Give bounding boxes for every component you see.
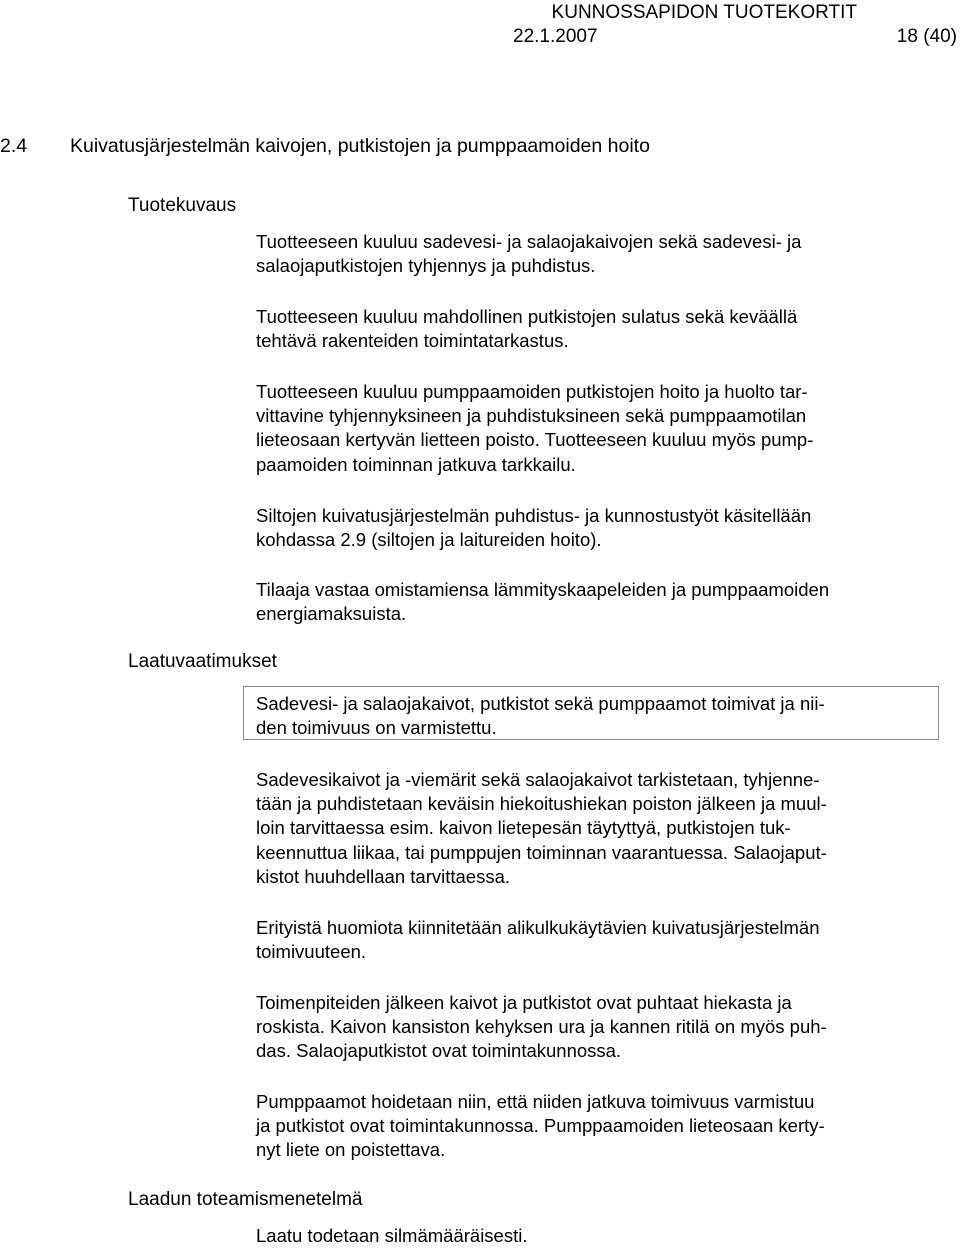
text-line: loin tarvittaessa esim. kaivon lietepesän täytyttyä, putkistojen tuk-: [256, 817, 791, 839]
text-line: vittavine tyhjennyksineen ja puhdistuksineen sekä pumppaamotilan: [256, 405, 807, 427]
text-line: tehtävä rakenteiden toimintatarkastus.: [256, 330, 569, 352]
text-line: paamoiden toiminnan jatkuva tarkkailu.: [256, 453, 576, 475]
text-line: kistot huuhdellaan tarvittaessa.: [256, 865, 511, 887]
text-line: ja putkistot ovat toimintakunnossa. Pumppaamoiden lieteosaan kerty-: [256, 1115, 825, 1137]
text-line: Pumppaamot hoidetaan niin, että niiden jatkuva toimivuus varmistuu: [256, 1091, 815, 1112]
text-line: nyt liete on poistettava.: [256, 1139, 446, 1161]
section-title: Kuivatusjärjestelmän kaivojen, putkistojen ja pumppaamoiden hoito: [70, 135, 650, 157]
tuotekuvaus-paragraph-1: [256, 230, 936, 278]
text-line: roskista. Kaivon kansiston kehyksen ura ja kannen ritilä on myös puh-: [256, 1016, 827, 1038]
text-line: tään ja puhdistetaan keväisin hiekoitushiekan poiston jälkeen ja muul-: [256, 793, 827, 815]
laatuvaatimukset-paragraph-4: [256, 1090, 936, 1163]
text-line: das. Salaojaputkistot ovat toimintakunnossa.: [256, 1040, 622, 1062]
text-line: Laatu todetaan silmämääräisesti.: [256, 1225, 528, 1246]
tuotekuvaus-paragraph-3: [256, 380, 936, 477]
tuotekuvaus-paragraph-2: [256, 305, 936, 353]
text-line: Siltojen kuivatusjärjestelmän puhdistus- ja kunnostustyöt käsitellään: [256, 505, 812, 526]
document-date: 22.1.2007: [513, 26, 598, 47]
text-line: salaojaputkistojen tyhjennys ja puhdistus.: [256, 255, 596, 277]
label-laadun-toteamismenetelma: Laadun toteamismenetelmä: [128, 1189, 363, 1210]
text-line: kohdassa 2.9 (siltojen ja laitureiden hoito).: [256, 529, 602, 551]
text-line: Sadevesi- ja salaojakaivot, putkistot sekä pumppaamot toimivat ja nii-: [256, 693, 825, 714]
laatuvaatimukset-paragraph-1: [256, 768, 936, 889]
text-line: energiamaksuista.: [256, 603, 407, 625]
laatuvaatimukset-boxed-text: [256, 692, 936, 740]
laadun-toteamismenetelma-paragraph-1: [256, 1224, 936, 1248]
text-line: toimivuuteen.: [256, 941, 367, 963]
text-line: Tuotteeseen kuuluu sadevesi- ja salaojakaivojen sekä sadevesi- ja: [256, 231, 802, 252]
tuotekuvaus-paragraph-4: [256, 504, 936, 552]
section-heading: [0, 134, 650, 158]
text-line: lieteosaan kertyvän lietteen poisto. Tuotteeseen kuuluu myös pump-: [256, 429, 814, 451]
text-line: keennuttua liikaa, tai pumppujen toiminnan vaarantuessa. Salaojaput-: [256, 841, 827, 863]
tuotekuvaus-paragraph-5: [256, 578, 936, 626]
text-line: Tilaaja vastaa omistamiensa lämmityskaapeleiden ja pumppaamoiden: [256, 579, 830, 600]
text-line: den toimivuus on varmistettu.: [256, 717, 497, 739]
laatuvaatimukset-paragraph-3: [256, 991, 936, 1064]
text-line: Tuotteeseen kuuluu pumppaamoiden putkistojen hoito ja huolto tar-: [256, 381, 808, 402]
page-number: 18 (40): [896, 26, 957, 47]
document-title: KUNNOSSAPIDON TUOTEKORTIT: [551, 2, 857, 23]
section-number: 2.4: [0, 135, 28, 157]
text-line: Sadevesikaivot ja -viemärit sekä salaojakaivot tarkistetaan, tyhjenne-: [256, 769, 820, 790]
text-line: Erityistä huomiota kiinnitetään alikulkukäytävien kuivatusjärjestelmän: [256, 917, 820, 938]
text-line: Tuotteeseen kuuluu mahdollinen putkistojen sulatus sekä keväällä: [256, 306, 798, 327]
label-laatuvaatimukset: Laatuvaatimukset: [128, 651, 277, 672]
label-tuotekuvaus: Tuotekuvaus: [128, 195, 237, 216]
laatuvaatimukset-paragraph-2: [256, 916, 936, 964]
text-line: Toimenpiteiden jälkeen kaivot ja putkistot ovat puhtaat hiekasta ja: [256, 992, 792, 1013]
